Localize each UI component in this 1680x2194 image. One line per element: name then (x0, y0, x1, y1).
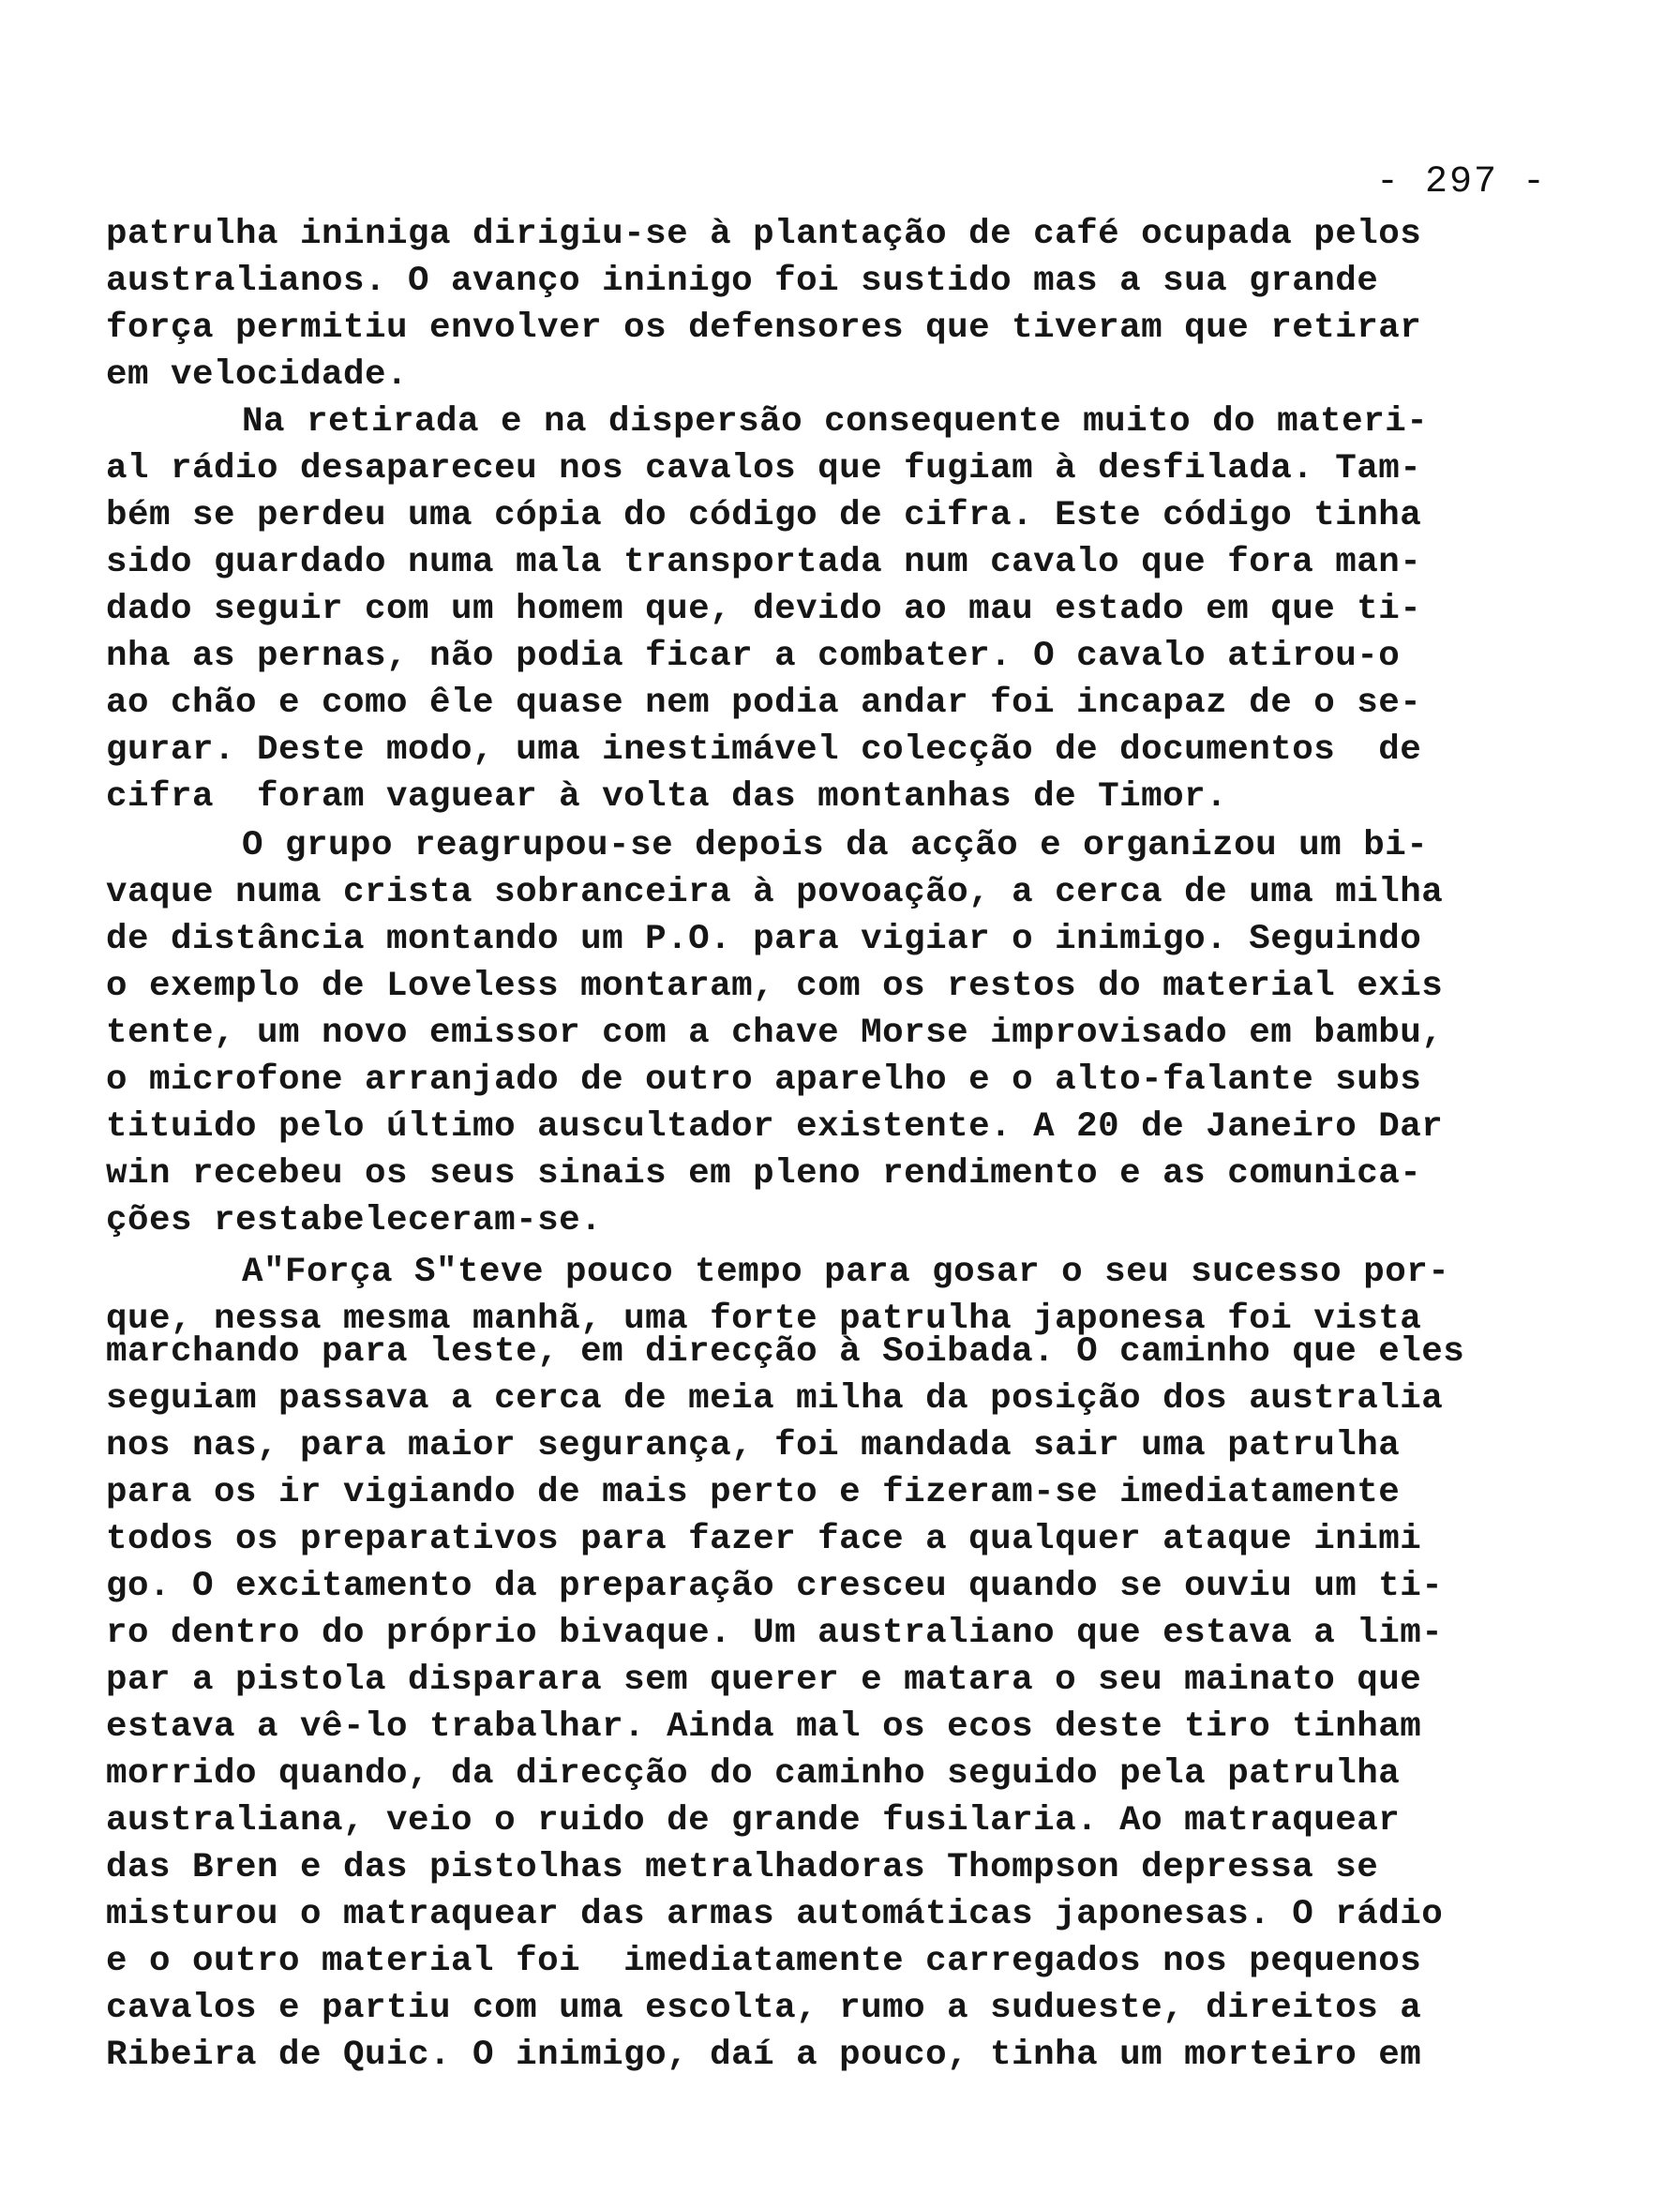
text-line: ao chão e como êle quase nem podia andar foi incapaz de o se- (106, 684, 1422, 723)
text-line: go. O excitamento da preparação cresceu quando se ouviu um ti- (106, 1567, 1444, 1606)
text-line: de distância montando um P.O. para vigiar o inimigo. Seguindo (106, 920, 1422, 959)
text-line: sido guardado numa mala transportada num cavalo que fora man- (106, 543, 1422, 582)
text-line: seguiam passava a cerca de meia milha da posição dos australia (106, 1379, 1444, 1419)
text-line: o microfone arranjado de outro aparelho e o alto-falante subs (106, 1060, 1422, 1100)
text-line: tente, um novo emissor com a chave Morse improvisado em bambu, (106, 1014, 1444, 1053)
text-line: par a pistola disparara sem querer e matara o seu mainato que (106, 1661, 1422, 1700)
text-line: ções restabeleceram-se. (106, 1201, 603, 1240)
text-line: todos os preparativos para fazer face a qualquer ataque inimi (106, 1520, 1422, 1559)
text-line: Na retirada e na dispersão consequente muito do materi- (242, 402, 1429, 442)
text-line: bém se perdeu uma cópia do código de cifra. Este código tinha (106, 496, 1422, 535)
text-line: cifra foram vaguear à volta das montanhas de Timor. (106, 777, 1228, 817)
text-line: o exemplo de Loveless montaram, com os restos do material exis (106, 967, 1444, 1006)
text-line: cavalos e partiu com uma escolta, rumo a sudueste, direitos a (106, 1989, 1422, 2028)
text-line: estava a vê-lo trabalhar. Ainda mal os ecos deste tiro tinham (106, 1707, 1422, 1747)
text-line: nos nas, para maior segurança, foi mandada sair uma patrulha (106, 1426, 1401, 1465)
text-line: tituido pelo último auscultador existente. A 20 de Janeiro Dar (106, 1107, 1444, 1147)
page-number: - 297 - (1376, 161, 1548, 203)
text-line: em velocidade. (106, 355, 409, 395)
text-line: gurar. Deste modo, uma inestimável colecção de documentos de (106, 730, 1422, 770)
text-line: al rádio desapareceu nos cavalos que fugiam à desfilada. Tam- (106, 449, 1422, 488)
text-line: ro dentro do próprio bivaque. Um australiano que estava a lim- (106, 1614, 1444, 1653)
text-line: dado seguir com um homem que, devido ao mau estado em que ti- (106, 590, 1422, 629)
text-line: que, nessa mesma manhã, uma forte patrulha japonesa foi vista (106, 1300, 1422, 1339)
text-line: australiana, veio o ruido de grande fusilaria. Ao matraquear (106, 1801, 1401, 1841)
text-line: O grupo reagrupou-se depois da acção e organizou um bi- (242, 826, 1429, 865)
text-line: misturou o matraquear das armas automáticas japonesas. O rádio (106, 1895, 1444, 1934)
text-line: patrulha ininiga dirigiu-se à plantação de café ocupada pelos (106, 215, 1422, 254)
text-line: vaque numa crista sobranceira à povoação, a cerca de uma milha (106, 873, 1444, 912)
text-line: win recebeu os seus sinais em pleno rendimento e as comunica- (106, 1154, 1422, 1194)
text-line: nha as pernas, não podia ficar a combater. O cavalo atirou-o (106, 637, 1401, 676)
text-line: e o outro material foi imediatamente carregados nos pequenos (106, 1942, 1422, 1981)
text-line: força permitiu envolver os defensores que tiveram que retirar (106, 308, 1422, 348)
text-line: das Bren e das pistolhas metralhadoras Thompson depressa se (106, 1848, 1379, 1887)
text-line: para os ir vigiando de mais perto e fizeram-se imediatamente (106, 1473, 1401, 1512)
text-line: australianos. O avanço ininigo foi sustido mas a sua grande (106, 262, 1379, 301)
text-line: Ribeira de Quic. O inimigo, daí a pouco, tinha um morteiro em (106, 2036, 1422, 2075)
text-line: marchando para leste, em direcção à Soibada. O caminho que eles (106, 1332, 1465, 1372)
text-line: morrido quando, da direcção do caminho seguido pela patrulha (106, 1754, 1401, 1794)
text-line: A"Força S"teve pouco tempo para gosar o seu sucesso por- (242, 1253, 1450, 1292)
